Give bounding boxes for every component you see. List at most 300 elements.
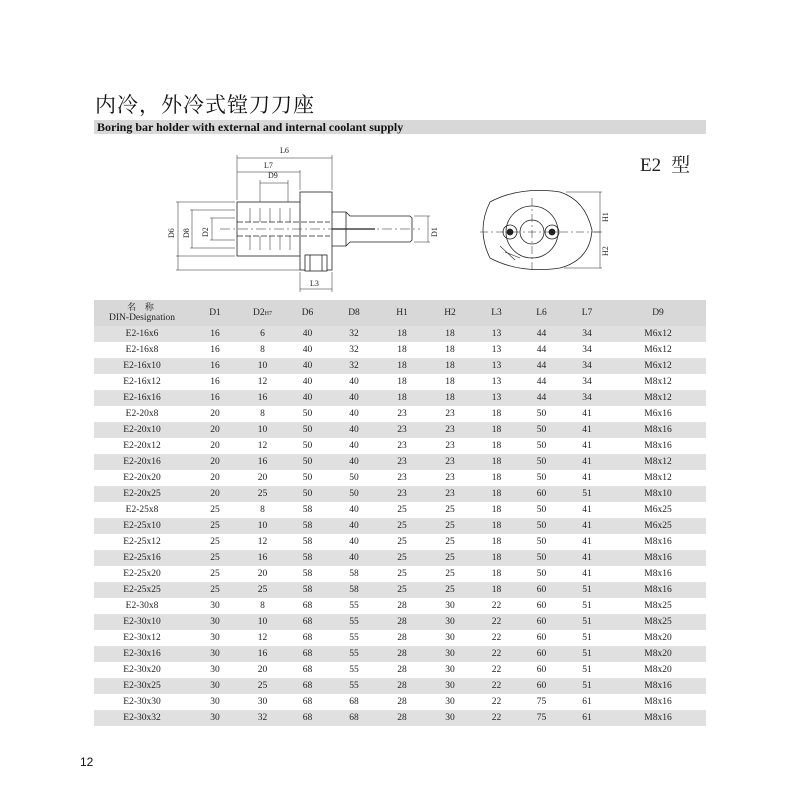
table-cell: 68 xyxy=(302,665,313,675)
table-row xyxy=(94,438,706,454)
table-cell: 44 xyxy=(519,326,564,342)
table-cell: 75 xyxy=(536,697,547,707)
table-cell: 18 xyxy=(426,390,474,406)
table-cell: 50 xyxy=(285,422,330,438)
table-cell: 22 xyxy=(491,601,502,611)
table-cell: M8x16 xyxy=(644,537,672,547)
table-cell: 60 xyxy=(519,614,564,630)
table-body xyxy=(94,326,706,726)
table-cell: 68 xyxy=(285,646,330,662)
table-cell: 41 xyxy=(582,505,592,515)
table-cell: 34 xyxy=(582,345,592,355)
label-l3: L3 xyxy=(310,279,319,288)
table-row xyxy=(94,406,706,422)
table-cell: 18 xyxy=(491,473,502,483)
table-cell: 18 xyxy=(445,345,455,355)
table-cell: 23 xyxy=(397,409,407,419)
table-cell: 40 xyxy=(349,377,359,387)
table-cell: M8x25 xyxy=(610,614,706,630)
table-cell: 25 xyxy=(397,537,407,547)
table-cell: 58 xyxy=(330,582,378,598)
table-row xyxy=(94,550,706,566)
table-cell: 55 xyxy=(330,678,378,694)
table-cell: 22 xyxy=(474,646,519,662)
table-cell: 60 xyxy=(519,486,564,502)
table-cell: 68 xyxy=(285,678,330,694)
table-cell: 41 xyxy=(582,537,592,547)
table-cell: E2-25x12 xyxy=(123,537,161,547)
table-cell: 30 xyxy=(210,601,220,611)
table-cell: M6x12 xyxy=(610,326,706,342)
table-cell: 32 xyxy=(330,326,378,342)
table-cell: 51 xyxy=(564,646,610,662)
table-cell: 51 xyxy=(564,678,610,694)
table-cell: M8x20 xyxy=(644,665,672,675)
table-cell: 32 xyxy=(349,345,359,355)
table-cell: 30 xyxy=(445,697,455,707)
table-cell: 51 xyxy=(564,582,610,598)
table-cell: 68 xyxy=(349,697,359,707)
table-cell: 30 xyxy=(426,614,474,630)
table-cell: 68 xyxy=(285,710,330,726)
table-cell: 18 xyxy=(474,454,519,470)
table-cell: 40 xyxy=(285,390,330,406)
table-cell: E2-20x20 xyxy=(123,473,161,483)
table-cell: 58 xyxy=(302,537,313,547)
table-cell: 60 xyxy=(536,633,547,643)
table-cell: M6x16 xyxy=(644,409,672,419)
table-cell: 58 xyxy=(349,569,359,579)
label-h1: H1 xyxy=(601,212,610,222)
table-cell: 58 xyxy=(302,505,313,515)
table-cell: 28 xyxy=(378,614,426,630)
table-cell: M8x16 xyxy=(644,569,672,579)
table-cell: 18 xyxy=(491,409,502,419)
table-cell: 50 xyxy=(519,422,564,438)
table-row xyxy=(94,566,706,582)
col-l7: L7 xyxy=(564,300,610,326)
table-row xyxy=(94,598,706,614)
table-cell: 40 xyxy=(349,441,359,451)
table-cell: 25 xyxy=(210,569,220,579)
table-cell: 10 xyxy=(240,518,285,534)
table-cell: 18 xyxy=(474,518,519,534)
table-cell: 44 xyxy=(536,377,547,387)
table-cell: E2-30x30 xyxy=(123,697,161,707)
table-cell: 34 xyxy=(564,326,610,342)
col-l3: L3 xyxy=(474,300,519,326)
table-cell: 12 xyxy=(257,377,268,387)
subtitle: Boring bar holder with external and internal coolant supply xyxy=(97,120,404,134)
table-cell: 23 xyxy=(397,441,407,451)
col-l6: L6 xyxy=(519,300,564,326)
label-d1: D1 xyxy=(430,227,439,237)
table-cell: 40 xyxy=(330,422,378,438)
table-cell: 41 xyxy=(582,473,592,483)
table-cell: 30 xyxy=(426,710,474,726)
table-cell: 40 xyxy=(349,409,359,419)
table-cell: 8 xyxy=(260,505,265,515)
table-cell: 40 xyxy=(330,518,378,534)
side-view xyxy=(220,192,420,271)
table-cell: 16 xyxy=(240,454,285,470)
table-cell: 28 xyxy=(397,633,407,643)
table-cell: 44 xyxy=(519,358,564,374)
table-cell: 25 xyxy=(426,550,474,566)
table-row xyxy=(94,646,706,662)
table-cell: 25 xyxy=(378,550,426,566)
table-cell: M8x12 xyxy=(644,377,672,387)
table-cell: 30 xyxy=(210,697,220,707)
table-cell: 41 xyxy=(582,569,592,579)
table-header xyxy=(94,300,706,326)
table-cell: 12 xyxy=(257,441,268,451)
table-cell: 50 xyxy=(302,441,313,451)
table-cell: M8x20 xyxy=(644,633,672,643)
label-d9: D9 xyxy=(268,171,278,180)
model-label xyxy=(640,150,690,177)
table-cell: 30 xyxy=(445,633,455,643)
table-row xyxy=(94,502,706,518)
table-cell: 18 xyxy=(426,326,474,342)
table-cell: 23 xyxy=(426,486,474,502)
table-row xyxy=(94,534,706,550)
table-cell: 6 xyxy=(240,326,285,342)
table-cell: 10 xyxy=(240,422,285,438)
table-cell: 25 xyxy=(445,537,455,547)
table-cell: 25 xyxy=(210,505,220,515)
table-cell: 22 xyxy=(491,697,502,707)
table-cell: 30 xyxy=(190,646,240,662)
table-cell: 50 xyxy=(536,537,547,547)
table-row xyxy=(94,454,706,470)
table-cell: E2-25x16 xyxy=(94,550,190,566)
table-cell: 16 xyxy=(210,377,220,387)
table-cell: 50 xyxy=(536,441,547,451)
table-row xyxy=(94,630,706,646)
table-cell: M8x25 xyxy=(644,601,672,611)
table-cell: 41 xyxy=(564,550,610,566)
label-l6: L6 xyxy=(280,146,289,155)
table-cell: 13 xyxy=(491,377,502,387)
table-cell: 18 xyxy=(445,377,455,387)
table-cell: 51 xyxy=(564,486,610,502)
table-cell: 28 xyxy=(397,665,407,675)
table-cell: E2-20x16 xyxy=(94,454,190,470)
table-cell: 44 xyxy=(536,345,547,355)
table-cell: 13 xyxy=(491,345,502,355)
table-cell: E2-30x25 xyxy=(94,678,190,694)
table-cell: E2-16x10 xyxy=(94,358,190,374)
table-cell: 68 xyxy=(302,601,313,611)
table-cell: 16 xyxy=(190,326,240,342)
subtitle-bar xyxy=(94,120,706,134)
table-cell: 50 xyxy=(349,473,359,483)
table-cell: M8x16 xyxy=(610,710,706,726)
table-cell: 25 xyxy=(240,582,285,598)
table-cell: 22 xyxy=(474,710,519,726)
table-cell: 20 xyxy=(257,665,268,675)
table-cell: 25 xyxy=(378,518,426,534)
table-row xyxy=(94,374,706,390)
table-cell: E2-25x25 xyxy=(94,582,190,598)
table-cell: 10 xyxy=(240,614,285,630)
table-cell: 28 xyxy=(378,710,426,726)
table-cell: 22 xyxy=(491,665,502,675)
table-cell: 12 xyxy=(257,633,268,643)
table-cell: M8x10 xyxy=(610,486,706,502)
label-d2: D2 xyxy=(201,227,210,237)
table-cell: E2-25x8 xyxy=(125,505,159,515)
col-d8: D8 xyxy=(330,300,378,326)
label-h2: H2 xyxy=(601,246,610,256)
table-cell: 34 xyxy=(582,377,592,387)
table-cell: 30 xyxy=(190,614,240,630)
table-cell: 10 xyxy=(240,358,285,374)
table-cell: E2-16x12 xyxy=(123,377,161,387)
table-cell: 16 xyxy=(190,390,240,406)
table-cell: 55 xyxy=(349,665,359,675)
table-cell: M8x16 xyxy=(610,550,706,566)
table-cell: 40 xyxy=(302,345,313,355)
table-cell: 20 xyxy=(190,454,240,470)
table-row xyxy=(94,662,706,678)
table-row xyxy=(94,678,706,694)
table-row xyxy=(94,422,706,438)
table-cell: 40 xyxy=(330,390,378,406)
table-cell: 23 xyxy=(426,422,474,438)
table-cell: 40 xyxy=(349,537,359,547)
table-cell: 28 xyxy=(397,697,407,707)
table-cell: E2-20x8 xyxy=(125,409,159,419)
table-cell: 30 xyxy=(426,646,474,662)
table-cell: 58 xyxy=(285,518,330,534)
table-cell: 50 xyxy=(285,486,330,502)
table-cell: 61 xyxy=(582,697,592,707)
table-cell: 40 xyxy=(285,326,330,342)
technical-drawing xyxy=(160,140,630,300)
table-cell: M6x25 xyxy=(610,518,706,534)
table-cell: 23 xyxy=(397,473,407,483)
table-cell: 75 xyxy=(519,710,564,726)
table-cell: 20 xyxy=(190,486,240,502)
table-cell: 16 xyxy=(210,345,220,355)
table-cell: 51 xyxy=(582,633,592,643)
table-cell: 25 xyxy=(397,569,407,579)
table-cell: 13 xyxy=(474,358,519,374)
table-cell: 41 xyxy=(582,441,592,451)
table-cell: 68 xyxy=(285,614,330,630)
table-cell: 40 xyxy=(330,550,378,566)
label-d8: D8 xyxy=(182,228,191,238)
table-cell: 30 xyxy=(210,633,220,643)
table-cell: 25 xyxy=(240,486,285,502)
table-cell: 25 xyxy=(378,582,426,598)
table-row xyxy=(94,326,706,342)
model-suffix: 型 xyxy=(671,154,691,176)
table-cell: 25 xyxy=(240,678,285,694)
table-cell: 23 xyxy=(378,422,426,438)
table-cell: 50 xyxy=(536,409,547,419)
col-designation: 名 称 DIN-Designation xyxy=(94,300,190,326)
table-cell: M6x25 xyxy=(644,505,672,515)
col-d2: D2H7 xyxy=(240,300,285,326)
table-cell: 34 xyxy=(564,358,610,374)
table-cell: 55 xyxy=(349,601,359,611)
table-cell: 30 xyxy=(445,665,455,675)
table-cell: 50 xyxy=(302,409,313,419)
table-cell: 25 xyxy=(190,550,240,566)
table-cell: 18 xyxy=(474,422,519,438)
table-cell: 58 xyxy=(285,550,330,566)
table-cell: 55 xyxy=(349,633,359,643)
table-cell: 18 xyxy=(397,377,407,387)
table-cell: 60 xyxy=(519,646,564,662)
table-cell: 25 xyxy=(190,582,240,598)
table-cell: 22 xyxy=(474,678,519,694)
table-row xyxy=(94,518,706,534)
table-cell: E2-20x12 xyxy=(123,441,161,451)
table-row xyxy=(94,614,706,630)
table-cell: 8 xyxy=(260,345,265,355)
table-cell: E2-30x16 xyxy=(94,646,190,662)
table-cell: 28 xyxy=(397,601,407,611)
table-cell: M6x12 xyxy=(610,358,706,374)
table-cell: 20 xyxy=(190,422,240,438)
table-cell: 50 xyxy=(285,454,330,470)
table-cell: 25 xyxy=(445,569,455,579)
model-code: E2 xyxy=(640,155,662,176)
table-cell: 16 xyxy=(190,358,240,374)
table-cell: 25 xyxy=(397,505,407,515)
table-row xyxy=(94,694,706,710)
table-cell: M6x12 xyxy=(644,345,672,355)
table-cell: 30 xyxy=(426,678,474,694)
table-cell: 55 xyxy=(330,614,378,630)
table-cell: 32 xyxy=(330,358,378,374)
table-cell: 60 xyxy=(519,582,564,598)
table-cell: 18 xyxy=(474,582,519,598)
table-cell: 18 xyxy=(491,441,502,451)
table-cell: 41 xyxy=(564,518,610,534)
table-cell: 20 xyxy=(210,473,220,483)
table-row xyxy=(94,358,706,374)
table-cell: 40 xyxy=(349,505,359,515)
table-cell: 60 xyxy=(536,601,547,611)
table-cell: 16 xyxy=(240,646,285,662)
table-cell: 28 xyxy=(378,646,426,662)
table-cell: M8x16 xyxy=(610,678,706,694)
table-cell: 18 xyxy=(378,326,426,342)
table-cell: 18 xyxy=(491,537,502,547)
table-cell: 20 xyxy=(210,409,220,419)
table-cell: 25 xyxy=(426,518,474,534)
front-view xyxy=(480,190,600,270)
table-cell: E2-20x10 xyxy=(94,422,190,438)
table-cell: 18 xyxy=(474,550,519,566)
table-cell: 18 xyxy=(378,358,426,374)
table-cell: 30 xyxy=(257,697,268,707)
table-cell: 23 xyxy=(378,486,426,502)
table-cell: 51 xyxy=(564,614,610,630)
table-cell: 18 xyxy=(426,358,474,374)
label-d6: D6 xyxy=(167,228,176,238)
table-cell: 12 xyxy=(257,537,268,547)
table-row xyxy=(94,342,706,358)
table-cell: 41 xyxy=(582,409,592,419)
table-cell: 60 xyxy=(536,665,547,675)
table-cell: 32 xyxy=(240,710,285,726)
table-cell: 50 xyxy=(330,486,378,502)
table-cell: 25 xyxy=(210,537,220,547)
table-cell: M8x12 xyxy=(610,390,706,406)
table-cell: 34 xyxy=(564,390,610,406)
table-cell: 50 xyxy=(519,518,564,534)
table-cell: 25 xyxy=(445,505,455,515)
table-cell: 18 xyxy=(397,345,407,355)
col-d6: D6 xyxy=(285,300,330,326)
table-cell: 25 xyxy=(190,518,240,534)
table-cell: E2-25x20 xyxy=(123,569,161,579)
table-cell: 20 xyxy=(257,569,268,579)
table-row xyxy=(94,486,706,502)
table-cell: E2-30x32 xyxy=(94,710,190,726)
table-cell: 30 xyxy=(190,678,240,694)
label-l7: L7 xyxy=(264,161,273,170)
table-cell: E2-30x12 xyxy=(123,633,161,643)
table-cell: 50 xyxy=(519,454,564,470)
table-cell: 16 xyxy=(240,550,285,566)
table-cell: 44 xyxy=(519,390,564,406)
table-cell: 41 xyxy=(564,422,610,438)
table-cell: 50 xyxy=(536,473,547,483)
table-cell: 23 xyxy=(445,473,455,483)
table-row xyxy=(94,582,706,598)
table-row xyxy=(94,390,706,406)
table-cell: M8x16 xyxy=(610,422,706,438)
table-cell: M8x12 xyxy=(610,454,706,470)
table-cell: 18 xyxy=(378,390,426,406)
table-cell: E2-20x25 xyxy=(94,486,190,502)
table-cell: 18 xyxy=(474,486,519,502)
table-cell: 30 xyxy=(445,601,455,611)
table-cell: 51 xyxy=(582,665,592,675)
table-cell: M8x16 xyxy=(644,697,672,707)
table-cell: 60 xyxy=(519,678,564,694)
col-d1: D1 xyxy=(190,300,240,326)
col-h2: H2 xyxy=(426,300,474,326)
table-cell: 16 xyxy=(240,390,285,406)
table-cell: 23 xyxy=(426,454,474,470)
table-cell: 13 xyxy=(474,390,519,406)
table-cell: 61 xyxy=(564,710,610,726)
col-d9: D9 xyxy=(610,300,706,326)
table-cell: 51 xyxy=(582,601,592,611)
table-cell: 68 xyxy=(302,633,313,643)
table-cell: 25 xyxy=(426,582,474,598)
table-cell: 8 xyxy=(260,601,265,611)
col-h1: H1 xyxy=(378,300,426,326)
table-cell: 18 xyxy=(491,505,502,515)
table-cell: 22 xyxy=(491,633,502,643)
table-cell: 68 xyxy=(302,697,313,707)
table-cell: E2-16x8 xyxy=(125,345,159,355)
table-cell: 30 xyxy=(190,710,240,726)
table-cell: M8x16 xyxy=(610,582,706,598)
table-cell: 50 xyxy=(302,473,313,483)
table-cell: 28 xyxy=(378,678,426,694)
table-cell: E2-30x20 xyxy=(123,665,161,675)
